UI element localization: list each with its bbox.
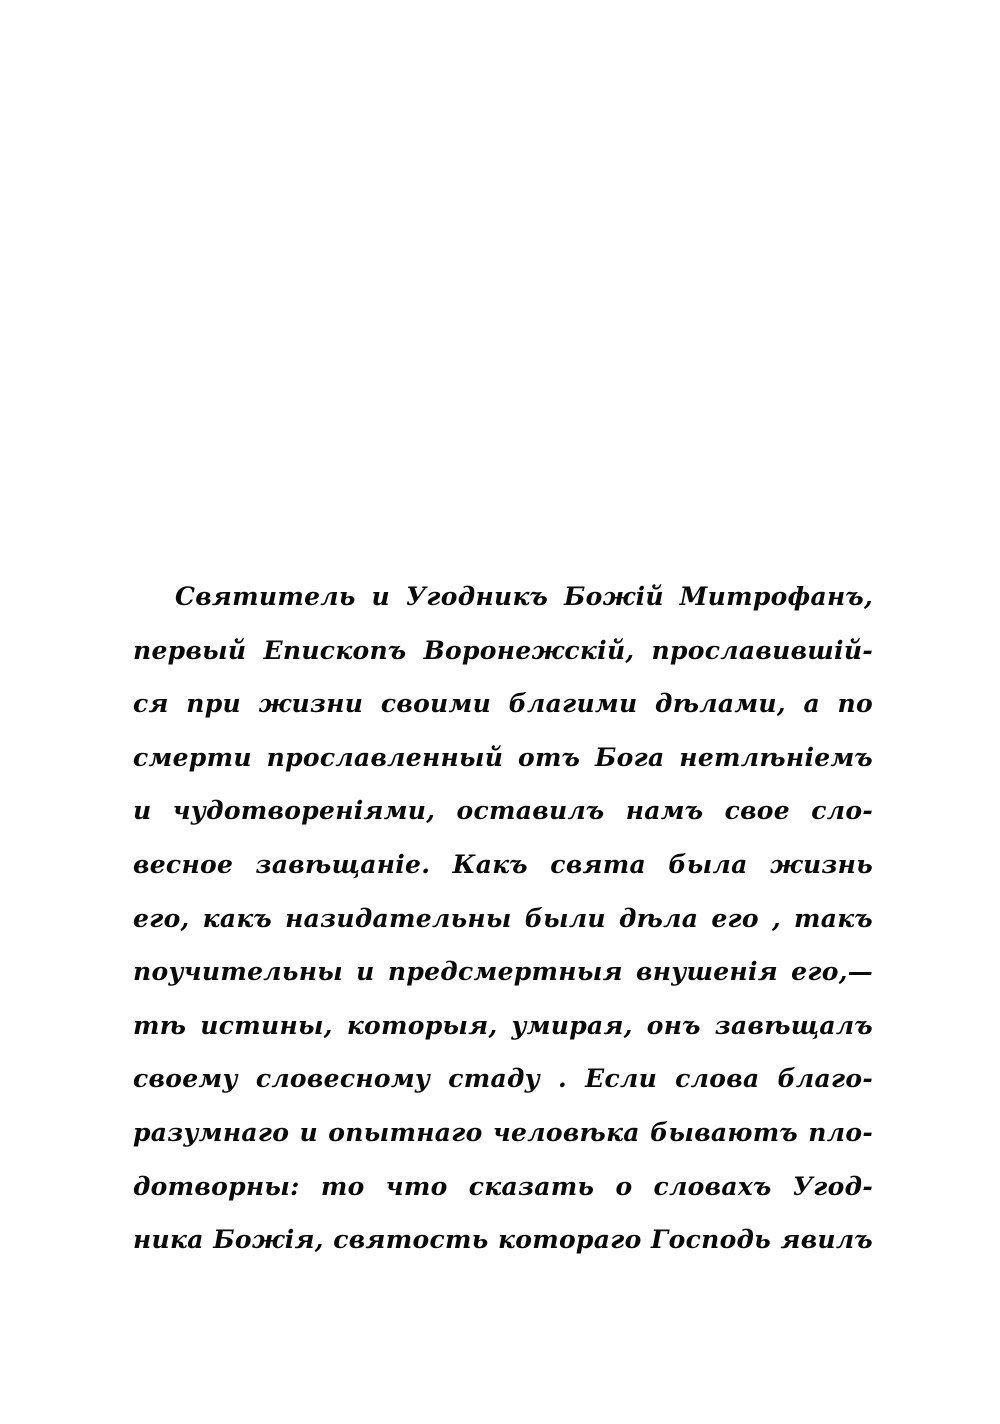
text-line: ся при жизни своими благими дѣлами, а по	[133, 689, 873, 719]
text-line: своему словесному стаду . Если слова благо-	[133, 1064, 873, 1094]
text-line: смерти прославленный отъ Бога нетлѣніемъ	[133, 742, 873, 772]
text-line: его, какъ назидательны были дѣла его , такъ	[133, 903, 873, 933]
text-line: Святитель и Угодникъ Божій Митрофанъ,	[175, 582, 873, 611]
text-line: дотворны: то что сказать о словахъ Угод-	[133, 1171, 873, 1201]
paragraph	[133, 570, 873, 1267]
text-line: поучительны и предсмертныя внушенія его,—	[133, 957, 873, 987]
text-line: и чудотвореніями, оставилъ намъ свое сло-	[133, 796, 873, 826]
text-line: тѣ истины, которыя, умирая, онъ завѣщалъ	[133, 1010, 873, 1040]
text-line: разумнаго и опытнаго человѣка бываютъ пло-	[133, 1117, 873, 1147]
text-line: первый Епископъ Воронежскій, прославившій-	[133, 635, 873, 665]
text-line: ника Божія, святость котораго Господь явилъ	[133, 1225, 873, 1255]
text-line: весное завѣщаніе. Какъ свята была жизнь	[133, 849, 873, 879]
